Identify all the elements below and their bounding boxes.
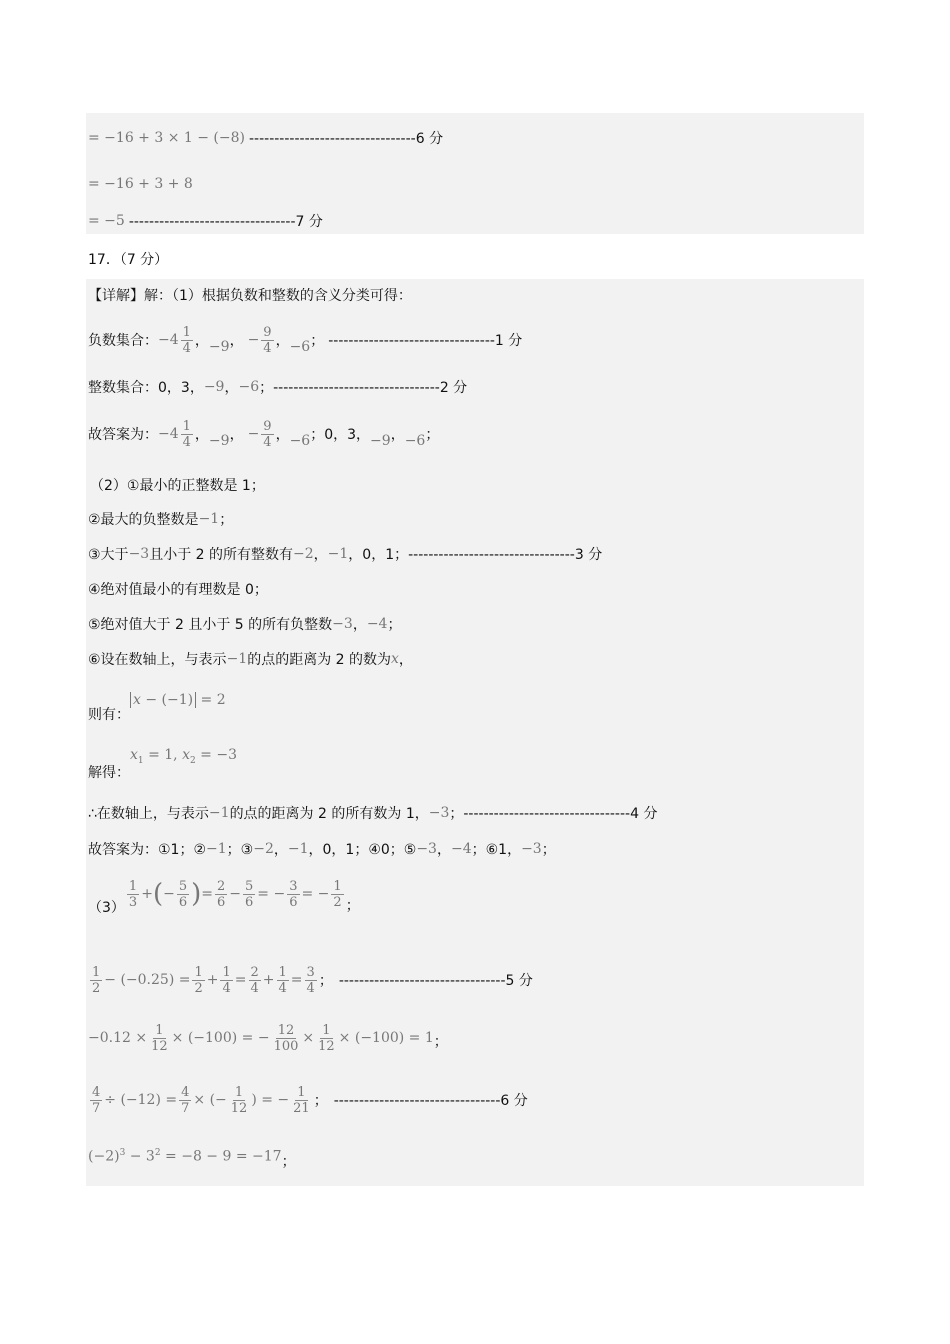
part2-item-3: ③大于 −3 且小于 2 的所有整数有 −2 ， −1 ，0，1； ---------------------------------3 分 [88,546,603,563]
calc-line-3 [88,210,323,232]
solution-equation: $x_1 = 1$, $x_2 = -3$ [130,747,238,766]
answer-1-line: 故答案为： −4 $\frac{1}{4}$ ， −9 ， − $\frac{9}{4}$ ， −6 ；0，3， −9 ， −6 ； [88,418,440,450]
conclusion-line: ∴在数轴上，与表示 −1 的点的距离为 2 的所有数为 1， −3 ； ---------------------------------4 分 [88,805,658,822]
score-mark-6: ---------------------------------6 分 [249,131,444,147]
part3-line-1: （3） $\frac{1}{3}$ + ( − $\frac{5}{6}$ ) = $\frac{2}{6}$ − $\frac{5}{6}$ = − $\frac{3}{6}$ = − $\frac{1}{2}$ ； [88,878,360,916]
question-heading: 17．（7 分） [88,252,169,268]
integer-set-line: 整数集合： 0，3， −9 ， −6 ； ---------------------------------2 分 [88,379,468,396]
part2-item-5: ⑤绝对值大于 2 且小于 5 的所有负整数 −3 ， −4 ； [88,616,402,633]
part2-item-2: ②最大的负整数是 −1 ； [88,511,234,528]
solve-line: 解得： $x_1 = 1$, $x_2 = -3$ [88,747,238,781]
score-mark-1: ---------------------------------1 分 [328,333,523,349]
then-line: 则有： x − (−1) = 2 [88,692,226,723]
calc-expr-1: = −16 + 3 × 1 − (−8) [88,130,245,146]
fraction-1-4: $\frac{1}{4}$ [182,324,191,356]
answer-2-line: 故答案为：①1；② −1 ；③ −2 ， −1 ，0，1；④0；⑤ −3 ， −4 ；⑥1， −3 ； [88,841,556,858]
score-mark-5: ---------------------------------5 分 [338,973,533,989]
part2-item-1: （2）①最小的正整数是 1； [90,478,265,494]
part3-line-4: $\frac{4}{7}$ ÷ (−12) = $\frac{4}{7}$ × (− $\frac{1}{12}$ ) = − $\frac{1}{21}$ ； ---------------------------------6 分 [92,1084,528,1116]
solution-intro: 【详解】解：（1）根据负数和整数的含义分类可得： [88,288,412,304]
part2-item-4: ④绝对值最小的有理数是 0； [88,582,268,598]
score-mark-7: ---------------------------------7 分 [128,214,323,230]
calc-line-1 [88,118,443,158]
negative-set-line: 负数集合： −4 $\frac{1}{4}$ ， −9 ， − $\frac{9}{4}$ ， −6 ； ---------------------------------1 分 [88,324,523,356]
score-mark-4: ---------------------------------4 分 [463,806,658,822]
fraction-9-4: $\frac{9}{4}$ [263,324,272,356]
calc-expr-2: = −16 + 3 + 8 [88,176,193,192]
score-mark-3: ---------------------------------3 分 [408,547,603,563]
math-neg-6: −6 [289,339,311,355]
part3-line-3: −0.12 × $\frac{1}{12}$ × (−100) = − $\frac{12}{100}$ × $\frac{1}{12}$ × (−100) = 1 ； [88,1022,448,1054]
calc-line-2 [88,173,193,195]
part3-line-5: $(-2)^3 - 3^2 = -8 - 9 = -17$ ； [88,1147,296,1170]
math-neg-4: −4 [158,332,179,348]
calc-expr-3: = −5 [88,213,125,229]
part3-line-2: $\frac{1}{2}$ − (−0.25) = $\frac{1}{2}$ + $\frac{1}{4}$ = $\frac{2}{4}$ + $\frac{1}{4}$ = $\frac{3}{4}$ ； ---------------------------------5 分 [92,964,533,996]
score-mark-6b: ---------------------------------6 分 [333,1093,528,1109]
abs-equation: x − (−1) = 2 [130,692,226,708]
part2-item-6: ⑥设在数轴上，与表示 −1 的点的距离为 2 的数为 x ， [88,651,413,668]
score-mark-2: ---------------------------------2 分 [273,380,468,396]
math-neg-9: −9 [208,339,230,355]
